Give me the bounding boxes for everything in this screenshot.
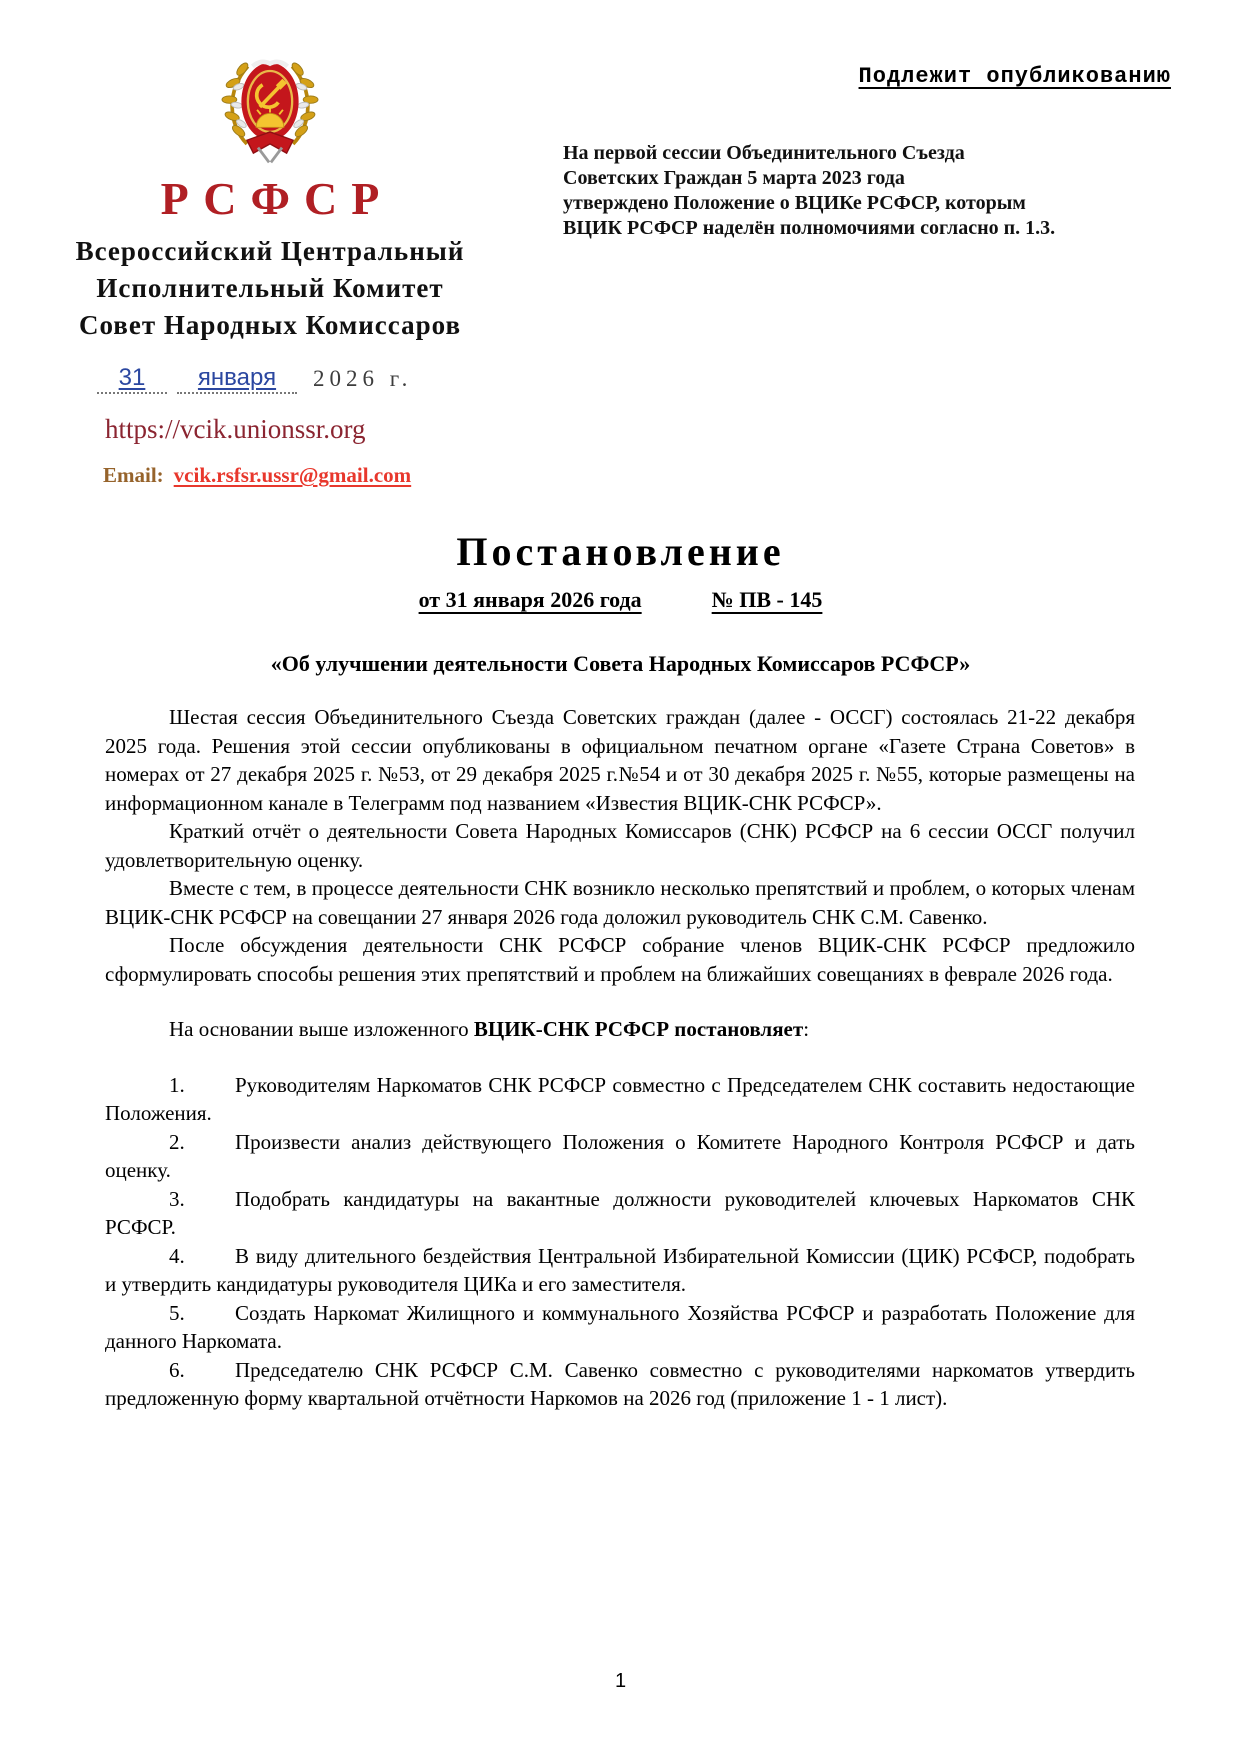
item-number: 5.	[169, 1300, 185, 1325]
org-line-3: Совет Народных Комиссаров	[78, 310, 462, 340]
page-number: 1	[614, 1670, 627, 1692]
item-text: Подобрать кандидатуры на вакантные должности руководителей ключевых Наркоматов СНК РСФСР.	[105, 1186, 1135, 1239]
decree-subject: «Об улучшении деятельности Совета Народных Комиссаров РСФСР»	[270, 651, 971, 676]
decree-item	[105, 1185, 1135, 1242]
decree-date: от 31 января 2026 года	[418, 587, 642, 612]
document-date-row	[55, 364, 485, 394]
note-line-3: утверждено Положение о ВЦИКе РСФСР, которым	[563, 192, 1026, 214]
decree-item	[105, 1299, 1135, 1356]
body-paragraph: Вместе с тем, в процессе деятельности СНК возникло несколько препятствий и проблем, о которых членам ВЦИК-СНК РСФСР на совещании 27 января 2026 года доложил руководитель СНК С.М. Савенко.	[105, 876, 1135, 929]
decree-item	[105, 1356, 1135, 1413]
note-line-1: На первой сессии Объединительного Съезда	[563, 142, 965, 164]
email-link[interactable]: vcik.rsfsr.ussr@gmail.com	[173, 463, 412, 487]
org-line-2: Исполнительный Комитет	[96, 273, 444, 303]
date-day-value: 31	[118, 364, 146, 391]
note-line-4: ВЦИК РСФСР наделён полномочиями согласно п. 1.3.	[563, 217, 1056, 239]
document-body	[0, 677, 1241, 1413]
decree-item	[105, 1242, 1135, 1299]
date-day-blank	[97, 364, 167, 394]
item-number: 2.	[169, 1129, 185, 1154]
republic-name: РСФСР	[160, 173, 394, 224]
body-paragraph: Краткий отчёт о деятельности Совета Народных Комиссаров (СНК) РСФСР на 6 сессии ОССГ получил удовлетворительную оценку.	[105, 819, 1135, 872]
date-year-value: 2026 г.	[313, 366, 413, 391]
item-text: Председателю СНК РСФСР С.М. Савенко совместно с руководителями наркоматов утвердить предложенную форму квартальной отчётности Наркомов на 2026 год (приложение 1 - 1 лист).	[105, 1357, 1135, 1410]
date-month-blank	[177, 364, 297, 394]
resolution-prefix: На основании выше изложенного	[169, 1017, 474, 1041]
authority-note	[563, 141, 1171, 241]
item-number: 4.	[169, 1243, 185, 1268]
letterhead-right-column	[485, 46, 1171, 488]
resolution-line	[105, 1015, 1135, 1044]
org-line-1: Всероссийский Центральный	[75, 236, 465, 266]
rsfsr-coat-of-arms-icon	[210, 46, 330, 168]
organization-name	[55, 233, 485, 344]
item-number: 6.	[169, 1357, 185, 1382]
date-month-value: января	[197, 364, 277, 391]
website-link[interactable]: https://vcik.unionssr.org	[105, 414, 366, 444]
resolution-bold: ВЦИК-СНК РСФСР постановляет	[473, 1017, 804, 1041]
body-paragraph: Шестая сессия Объединительного Съезда Советских граждан (далее - ОССГ) состоялась 21-22 декабря 2025 года. Решения этой сессии опубликованы в официальном печатном органе «Газете Страна Советов» в номерах от 27 декабря 2025 г. №53, от 29 декабря 2025 г.№54 и от 30 декабря 2025 г. №55, которые размещены на информационном канале в Телеграмм под названием «Известия ВЦИК-СНК РСФСР».	[105, 705, 1135, 815]
title-subline	[0, 587, 1241, 613]
decree-item	[105, 1071, 1135, 1128]
note-line-2: Советских Граждан 5 марта 2023 года	[563, 167, 905, 189]
resolution-suffix: :	[803, 1017, 810, 1041]
document-header	[0, 0, 1241, 488]
email-label: Email:	[103, 463, 164, 487]
item-text: Создать Наркомат Жилищного и коммунального Хозяйства РСФСР и разработать Положение для данного Наркомата.	[105, 1300, 1135, 1353]
item-text: В виду длительного бездействия Центральной Избирательной Комиссии (ЦИК) РСФСР, подобрать и утвердить кандидатуры руководителя ЦИКа и его заместителя.	[105, 1243, 1135, 1296]
item-text: Руководителям Наркоматов СНК РСФСР совместно с Председателем СНК составить недостающие Положения.	[105, 1072, 1135, 1125]
item-number: 3.	[169, 1186, 185, 1211]
letterhead-left-column	[55, 46, 485, 488]
item-number: 1.	[169, 1072, 185, 1097]
email-row	[55, 463, 485, 488]
decree-item	[105, 1128, 1135, 1185]
decree-number: № ПВ - 145	[711, 587, 823, 612]
document-title: Постановление	[456, 529, 785, 574]
body-paragraph: После обсуждения деятельности СНК РСФСР собрание членов ВЦИК-СНК РСФСР предложило сформулировать способы решения этих препятствий и проблем на ближайших совещаниях в феврале 2026 года.	[105, 933, 1135, 986]
publication-stamp: Подлежит опубликованию	[858, 64, 1171, 89]
title-section	[0, 528, 1241, 677]
item-text: Произвести анализ действующего Положения о Комитете Народного Контроля РСФСР и дать оценку.	[105, 1129, 1135, 1182]
